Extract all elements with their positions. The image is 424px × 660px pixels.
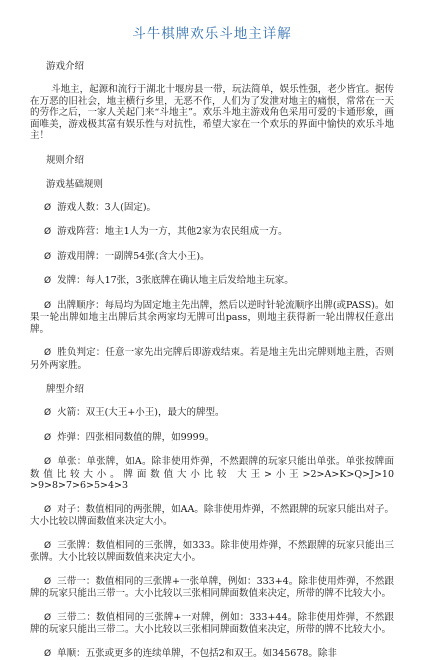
bullet-icon: Ø [44,541,51,553]
rule-item [30,275,394,288]
bullet-icon: Ø [44,457,51,469]
bullet-icon: Ø [44,505,51,517]
rule-item [30,300,394,336]
card-type-item [30,432,394,445]
card-type-text: 三带二：数值相同的三张牌+一对牌，例如：333+44。除非使用炸弹，不然跟牌的玩家只能出三带二。大小比较以三张相同牌面数值来决定，所带的牌不比较大小。 [30,612,394,636]
card-type-item [30,504,394,528]
card-type-item [30,456,394,492]
card-type-item [30,648,394,660]
bullet-icon: Ø [44,227,51,239]
card-type-item [30,612,394,636]
card-type-text: 单顺：五张或更多的连续单牌，不包括2和双王。如345678。除非 [57,648,337,659]
rule-text: 出牌顺序：每局均为固定地主先出牌，然后以逆时针轮流顺序出牌(或PASS)。如果一轮出牌如地主出牌后其余两家均无牌可出pass，则地主获得新一轮出牌权任意出牌。 [30,300,394,335]
card-type-text: 火箭：双王(大王+小王)，最大的牌型。 [57,407,224,418]
rule-item [30,202,394,215]
rule-item [30,347,394,371]
rule-text: 胜负判定：任意一家先出完牌后即游戏结束。若是地主先出完牌则地主胜，否则另外两家胜。 [30,347,394,371]
basic-rules-heading: 游戏基础规则 [46,178,394,191]
rule-text: 发牌：每人17张，3张底牌在确认地主后发给地主玩家。 [57,275,294,286]
intro-heading: 游戏介绍 [46,60,394,73]
card-type-text: 三张牌：数值相同的三张牌，如333。除非使用炸弹，不然跟牌的玩家只能出三张牌。大小比较以牌面数值来决定大小。 [30,540,394,564]
rule-item [30,226,394,239]
rule-text: 游戏用牌：一副牌54张(含大小王)。 [57,251,210,262]
bullet-icon: Ø [44,301,51,313]
bullet-icon: Ø [44,408,51,420]
bullet-icon: Ø [44,649,51,660]
bullet-icon: Ø [44,203,51,215]
intro-paragraph: 斗地主，起源和流行于湖北十堰房县一带，玩法简单，娱乐性强，老少皆宜。据传在万恶的旧社会，地主横行乡里，无恶不作，人们为了发泄对地主的痛恨，常常在一天的劳作之后，一家人关起门来“斗地主”。欢乐斗地主游戏角色采用可爱的卡通形象，画面唯美，游戏极其富有娱乐性与对抗性，希望大家在一个欢乐的界面中愉快的欢乐斗地主！ [30,84,394,142]
card-type-item [30,576,394,600]
card-types-heading: 牌型介绍 [46,383,394,396]
card-type-text: 炸弹：四张相同数值的牌，如9999。 [57,432,214,443]
card-type-item [30,407,394,420]
card-type-text: 单张：单张牌，如A。除非使用炸弹，不然跟牌的玩家只能出单张。单张按牌面数值比较大小。牌面数值大小比较 大王>小王>2>A>K>Q>J>10 >9>8>7>6>5>4>3 [30,456,394,491]
bullet-icon: Ø [44,348,51,360]
card-type-text: 三带一：数值相同的三张牌+一张单牌，例如：333+4。除非使用炸弹，不然跟牌的玩家只能出三带一。大小比较以三张相同牌面数值来决定，所带的牌不比较大小。 [30,576,394,600]
rule-text: 游戏人数：3人(固定)。 [57,202,156,213]
bullet-icon: Ø [44,252,51,264]
card-type-text: 对子：数值相同的两张牌，如AA。除非使用炸弹，不然跟牌的玩家只能出对子。大小比较以牌面数值来决定大小。 [30,504,394,528]
rule-text: 游戏阵营：地主1人为一方，其他2家为农民组成一方。 [57,226,288,237]
rule-item [30,251,394,264]
card-type-item [30,540,394,564]
bullet-icon: Ø [44,433,51,445]
bullet-icon: Ø [44,613,51,625]
bullet-icon: Ø [44,276,51,288]
rules-heading: 规则介绍 [46,154,394,167]
document-title: 斗牛棋牌欢乐斗地主详解 [30,22,394,42]
bullet-icon: Ø [44,577,51,589]
